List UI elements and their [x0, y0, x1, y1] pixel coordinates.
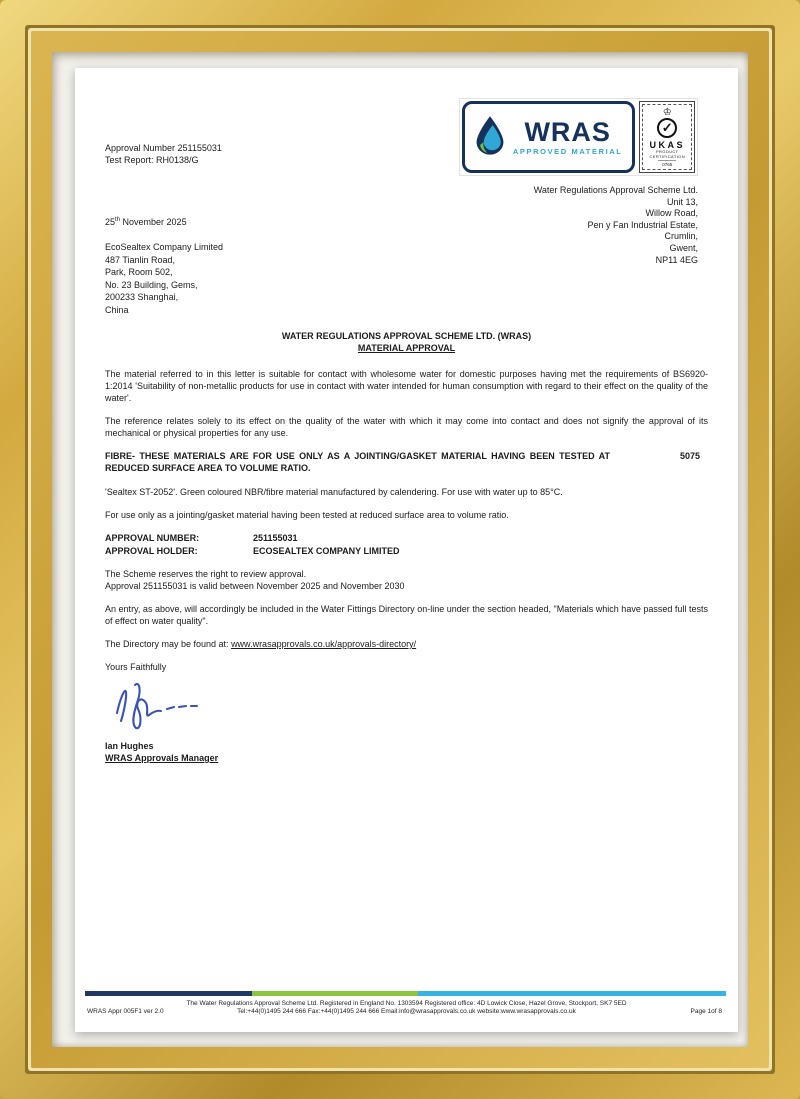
use-restriction: For use only as a jointing/gasket material having been tested at reduced surface area to volume ratio. [105, 510, 509, 520]
approval-holder-value: ECOSEALTEX COMPANY LIMITED [253, 545, 400, 556]
sender-line: Gwent, [669, 242, 698, 253]
paragraph-suitability: The material referred to in this letter is suitable for contact with wholesome water for domestic purposes having met the requirements of BS6920-1:2014 'Suitability of non-metallic products for use in contact with water intended for human consumption with regard to their effect on the quality of the water'. [105, 369, 708, 403]
title-line-1: WATER REGULATIONS APPROVAL SCHEME LTD. (WRAS) [281, 331, 532, 341]
directory-entry-paragraph: An entry, as above, will accordingly be included in the Water Fittings Directory on-line under the section headed, "Materials which have passed full tests of effect on water quality". [105, 604, 708, 626]
directory-link[interactable]: www.wrasapprovals.co.uk/approvals-directory/ [231, 639, 417, 649]
paragraph-reference: The reference relates solely to its effect on the quality of the water with which it may come into contact and does not signify the approval of its mechanical or physical properties for any use. [105, 416, 708, 438]
sender-line: Unit 13, [666, 196, 698, 207]
wras-tagline: APPROVED MATERIAL [512, 147, 623, 156]
ukas-logo-inner [642, 104, 692, 170]
footer-bar-navy [85, 991, 252, 996]
recipient-line: China [105, 304, 129, 315]
approval-number-label: APPROVAL NUMBER: [105, 533, 200, 543]
recipient-line: 487 Tianlin Road, [105, 254, 176, 265]
approval-number-row [105, 532, 708, 545]
footer-color-bar [85, 991, 726, 996]
ukas-subtitle-1: PRODUCT [655, 149, 679, 154]
checkmark-icon: ✓ [657, 118, 677, 138]
letter-page [75, 68, 738, 1032]
footer-bar-cyan [418, 991, 726, 996]
footer-version: WRAS Appr 005F1 ver 2.0 [87, 1008, 164, 1015]
sender-address [534, 185, 698, 266]
approval-holder-label: APPROVAL HOLDER: [105, 545, 198, 556]
closing-line: Yours Faithfully [105, 662, 167, 672]
fibre-statement: FIBRE- THESE MATERIALS ARE FOR USE ONLY AS A JOINTING/GASKET MATERIAL HAVING BEEN TESTED AT REDUCED SURFACE AREA TO VOLUME RATIO. [105, 451, 610, 473]
fibre-statement-row [105, 450, 708, 474]
signature-image [105, 675, 708, 734]
ukas-subtitle-2: CERTIFICATION [649, 153, 685, 159]
ukas-logo [639, 101, 695, 173]
crown-icon: ♔ [662, 107, 672, 118]
recipient-line: No. 23 Building, Gems, [105, 279, 198, 290]
sender-line: Water Regulations Approval Scheme Ltd. [533, 185, 698, 195]
product-description: 'Sealtex ST-2052'. Green coloured NBR/fibre material manufactured by calendering. For use with water up to 85°C. [105, 487, 563, 497]
footer-registration [75, 1000, 738, 1016]
water-drop-icon [473, 114, 507, 161]
approval-holder-row [105, 545, 708, 558]
ukas-number: 0765 [658, 160, 676, 167]
letter-body [105, 330, 708, 764]
logo-row [459, 98, 698, 176]
recipient-line: Park, Room 502, [105, 267, 173, 278]
signatory-name: Ian Hughes [105, 741, 154, 751]
footer-page-number: Page 1of 8 [690, 1008, 722, 1015]
approval-number-line: Approval Number 251155031 [105, 143, 222, 153]
wras-logo-text [513, 119, 623, 156]
footer-line-2: Tel:+44(0)1495 244 666 Fax:+44(0)1495 244 666 Email:info@wrasapprovals.co.uk website:www.wrasapprovals.co.uk [237, 1008, 576, 1015]
footer-bar-green [252, 991, 419, 996]
recipient-line: 200233 Shanghai, [105, 292, 179, 303]
recipient-line: EcoSealtex Company Limited [105, 242, 224, 252]
sender-line: Willow Road, [645, 208, 698, 219]
page-footer [75, 991, 738, 1016]
footer-text [75, 1000, 738, 1016]
wras-logo [462, 101, 636, 173]
review-line-1: The Scheme reserves the right to review approval. [105, 569, 307, 579]
test-report-line: Test Report: RH0138/G [105, 155, 199, 165]
date-ordinal: th [115, 217, 121, 223]
fibre-code: 5075 [679, 451, 700, 461]
approval-details [105, 532, 708, 557]
approval-number-value: 251155031 [253, 533, 298, 543]
sender-line: Pen y Fan Industrial Estate, [587, 219, 698, 230]
sender-line: Crumlin, [664, 231, 698, 242]
footer-line-1: The Water Regulations Approval Scheme Ltd. Registered in England No. 1303594 Registered office: 4D Lowick Close, Hazel Grove, Stockport, SK7 5ED [186, 1000, 627, 1007]
title-line-2: MATERIAL APPROVAL [357, 343, 456, 353]
reference-block [105, 142, 222, 166]
directory-link-line: The Directory may be found at: www.wrasapprovals.co.uk/approvals-directory/ [105, 639, 417, 649]
letter-title [105, 330, 708, 354]
letter-date: 25th November 2025 [105, 217, 187, 227]
review-line-2: Approval 251155031 is valid between November 2025 and November 2030 [105, 581, 405, 591]
recipient-address [105, 241, 223, 317]
ukas-wordmark: UKAS [649, 140, 685, 150]
signatory-title: WRAS Approvals Manager [105, 753, 219, 763]
sender-line: NP11 4EG [655, 254, 698, 265]
wras-wordmark: WRAS [524, 117, 611, 147]
